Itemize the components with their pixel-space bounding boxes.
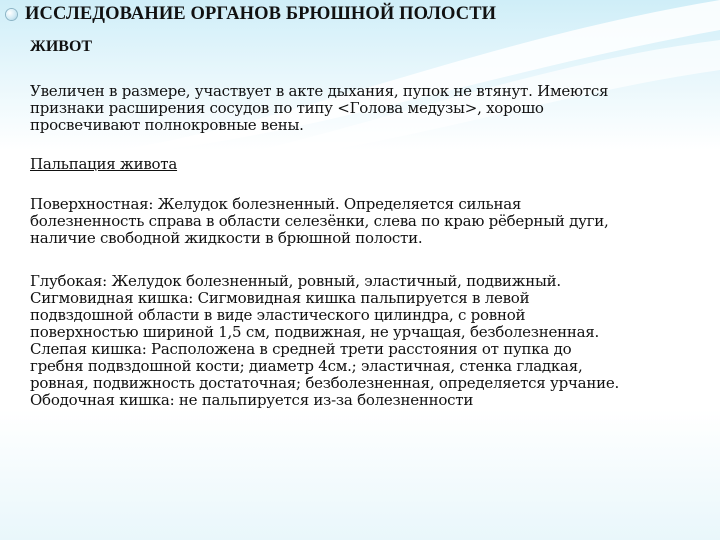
footer-background bbox=[0, 410, 720, 540]
deep-palpation-paragraph: Глубокая: Желудок болезненный, ровный, эластичный, подвижный. Сигмовидная кишка: Сигмовидная кишка пальпируется в левой подвздошной области в виде эластического цилиндра, с ровной поверхностью шириной 1,5 см, подвижная, не урчащая, безболезненная. Слепая кишка: Расположена в средней трети расстояния от пупка до гребня подвздошной кости; диаметр 4см.; эластичная, стенка гладкая, ровная, подвижность достаточная; безболезненная, определяется урчание. Ободочная кишка: не пальпируется из-за болезненности bbox=[30, 272, 619, 409]
slide-title: ИССЛЕДОВАНИЕ ОРГАНОВ БРЮШНОЙ ПОЛОСТИ bbox=[25, 3, 497, 24]
superficial-palpation-paragraph: Поверхностная: Желудок болезненный. Определяется сильная болезненность справа в области селезёнки, слева по краю рёберный дуги, наличие свободной жидкости в брюшной полости. bbox=[30, 195, 609, 247]
bullet-icon bbox=[6, 9, 17, 20]
title-row bbox=[6, 2, 496, 26]
palpation-heading: Пальпация живота bbox=[30, 155, 178, 173]
inspection-paragraph: Увеличен в размере, участвует в акте дыхания, пупок не втянут. Имеются признаки расширения сосудов по типу <Голова медузы>, хорошо просвечивают полнокровные вены. bbox=[30, 82, 609, 134]
section-heading: ЖИВОТ bbox=[30, 38, 93, 55]
